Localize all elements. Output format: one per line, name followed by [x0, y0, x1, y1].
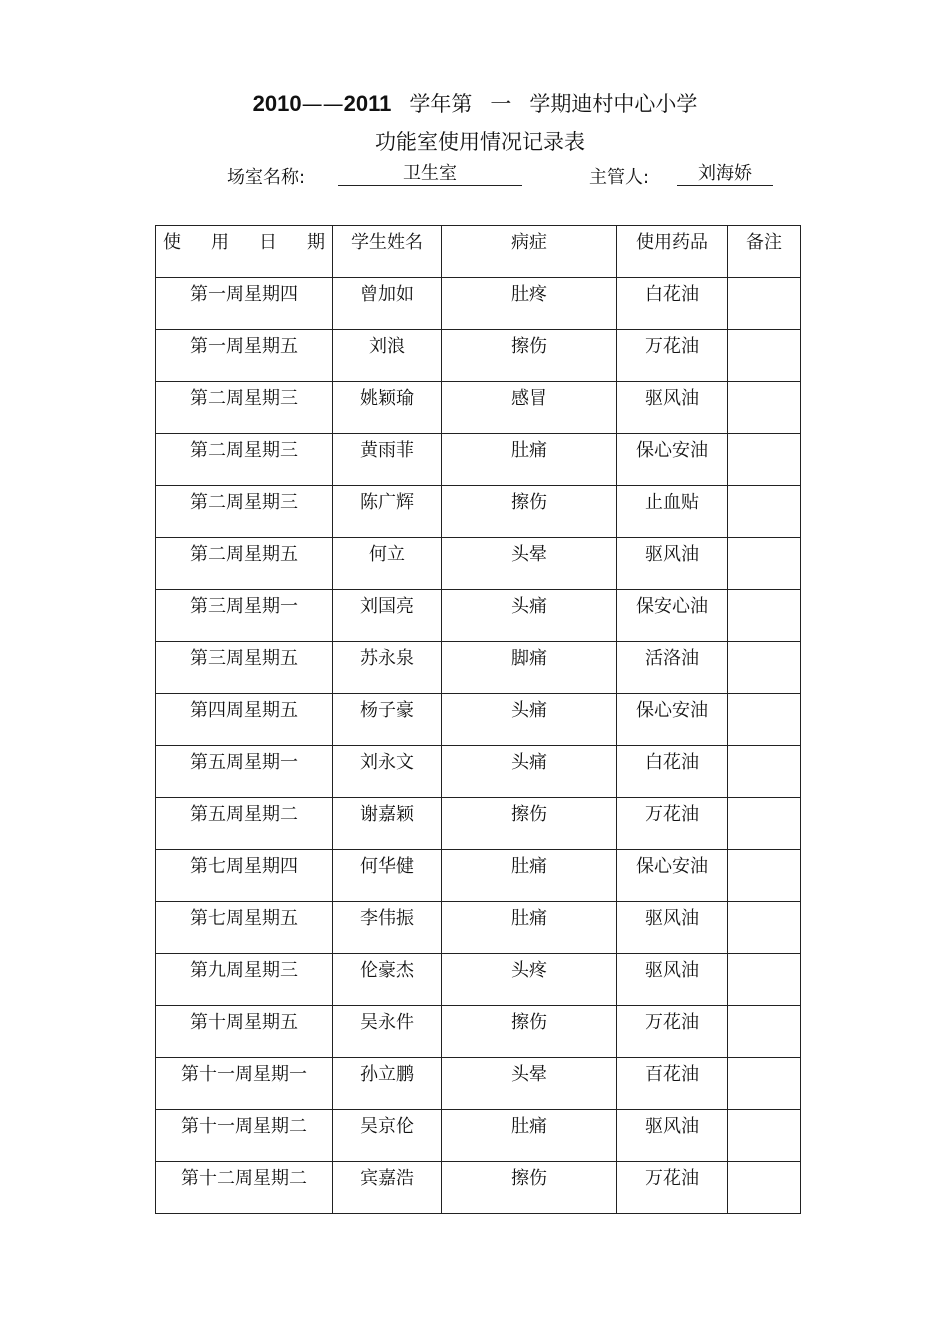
- cell-medicine: 驱风油: [617, 954, 728, 1006]
- cell-student-name: 李伟振: [333, 902, 442, 954]
- cell-student-name: 吴永件: [333, 1006, 442, 1058]
- cell-date: 第九周星期三: [156, 954, 333, 1006]
- table-row: [156, 746, 801, 798]
- cell-date: 第七周星期五: [156, 902, 333, 954]
- table-row: [156, 642, 801, 694]
- cell-student-name: 何华健: [333, 850, 442, 902]
- cell-student-name: 刘永文: [333, 746, 442, 798]
- cell-student-name: 伦豪杰: [333, 954, 442, 1006]
- manager-value: 刘海娇: [677, 163, 773, 186]
- table-row: [156, 1058, 801, 1110]
- cell-symptom: 肚痛: [442, 850, 617, 902]
- cell-medicine: 止血贴: [617, 486, 728, 538]
- cell-date: 第五周星期二: [156, 798, 333, 850]
- table-row: [156, 902, 801, 954]
- cell-remarks: [728, 486, 801, 538]
- cell-symptom: 头痛: [442, 746, 617, 798]
- table-row: [156, 1162, 801, 1214]
- cell-remarks: [728, 1162, 801, 1214]
- table-row: [156, 486, 801, 538]
- page-title: [0, 88, 950, 118]
- cell-symptom: 擦伤: [442, 798, 617, 850]
- cell-date: 第十一周星期二: [156, 1110, 333, 1162]
- table-row: [156, 850, 801, 902]
- table-row: [156, 590, 801, 642]
- manager-field: [677, 163, 773, 186]
- cell-student-name: 吴京伦: [333, 1110, 442, 1162]
- table-header-row: [156, 226, 801, 278]
- cell-medicine: 保安心油: [617, 590, 728, 642]
- room-name-value: 卫生室: [338, 163, 522, 186]
- cell-symptom: 头晕: [442, 538, 617, 590]
- cell-medicine: 万花油: [617, 798, 728, 850]
- cell-remarks: [728, 434, 801, 486]
- table-row: [156, 798, 801, 850]
- cell-date: 第二周星期三: [156, 486, 333, 538]
- cell-remarks: [728, 1110, 801, 1162]
- cell-date: 第三周星期五: [156, 642, 333, 694]
- cell-student-name: 姚颖瑜: [333, 382, 442, 434]
- cell-remarks: [728, 902, 801, 954]
- cell-date: 第四周星期五: [156, 694, 333, 746]
- cell-medicine: 万花油: [617, 1006, 728, 1058]
- table-row: [156, 1006, 801, 1058]
- room-name-label: 场室名称:: [227, 167, 306, 188]
- cell-remarks: [728, 278, 801, 330]
- cell-date: 第十周星期五: [156, 1006, 333, 1058]
- cell-student-name: 孙立鹏: [333, 1058, 442, 1110]
- header-symptom: 病症: [442, 226, 617, 278]
- cell-medicine: 白花油: [617, 278, 728, 330]
- cell-symptom: 脚痛: [442, 642, 617, 694]
- cell-student-name: 谢嘉颖: [333, 798, 442, 850]
- cell-medicine: 驱风油: [617, 902, 728, 954]
- cell-student-name: 宾嘉浩: [333, 1162, 442, 1214]
- cell-symptom: 头疼: [442, 954, 617, 1006]
- cell-remarks: [728, 1058, 801, 1110]
- cell-student-name: 苏永泉: [333, 642, 442, 694]
- cell-remarks: [728, 798, 801, 850]
- cell-date: 第十一周星期一: [156, 1058, 333, 1110]
- cell-date: 第二周星期五: [156, 538, 333, 590]
- manager-label: 主管人:: [589, 167, 650, 188]
- title-suffix: 学期迪村中心小学: [529, 92, 698, 116]
- title-term: 一: [490, 92, 512, 116]
- cell-symptom: 头晕: [442, 1058, 617, 1110]
- cell-remarks: [728, 642, 801, 694]
- cell-medicine: 保心安油: [617, 850, 728, 902]
- cell-medicine: 保心安油: [617, 434, 728, 486]
- cell-remarks: [728, 590, 801, 642]
- table-row: [156, 538, 801, 590]
- cell-student-name: 刘国亮: [333, 590, 442, 642]
- cell-medicine: 百花油: [617, 1058, 728, 1110]
- cell-student-name: 曾加如: [333, 278, 442, 330]
- usage-record-table: [155, 225, 801, 1214]
- cell-medicine: 保心安油: [617, 694, 728, 746]
- cell-medicine: 白花油: [617, 746, 728, 798]
- cell-date: 第一周星期四: [156, 278, 333, 330]
- cell-remarks: [728, 382, 801, 434]
- cell-medicine: 驱风油: [617, 382, 728, 434]
- cell-symptom: 擦伤: [442, 1006, 617, 1058]
- cell-symptom: 头痛: [442, 694, 617, 746]
- header-medicine: 使用药品: [617, 226, 728, 278]
- cell-date: 第十二周星期二: [156, 1162, 333, 1214]
- header-date: 使 用 日 期: [156, 226, 333, 278]
- cell-symptom: 肚痛: [442, 434, 617, 486]
- cell-date: 第五周星期一: [156, 746, 333, 798]
- cell-medicine: 活洛油: [617, 642, 728, 694]
- cell-medicine: 驱风油: [617, 1110, 728, 1162]
- cell-symptom: 肚痛: [442, 1110, 617, 1162]
- cell-student-name: 黄雨菲: [333, 434, 442, 486]
- cell-medicine: 万花油: [617, 1162, 728, 1214]
- cell-remarks: [728, 694, 801, 746]
- cell-remarks: [728, 746, 801, 798]
- cell-medicine: 万花油: [617, 330, 728, 382]
- table-row: [156, 278, 801, 330]
- cell-date: 第三周星期一: [156, 590, 333, 642]
- table-row: [156, 434, 801, 486]
- table-row: [156, 330, 801, 382]
- table-row: [156, 1110, 801, 1162]
- room-name-field: [338, 163, 522, 186]
- cell-student-name: 刘浪: [333, 330, 442, 382]
- header-student-name: 学生姓名: [333, 226, 442, 278]
- cell-symptom: 擦伤: [442, 486, 617, 538]
- cell-date: 第二周星期三: [156, 382, 333, 434]
- cell-symptom: 感冒: [442, 382, 617, 434]
- title-year-start: 2010: [252, 91, 302, 116]
- cell-remarks: [728, 954, 801, 1006]
- cell-remarks: [728, 850, 801, 902]
- cell-remarks: [728, 538, 801, 590]
- cell-remarks: [728, 330, 801, 382]
- page-subtitle: 功能室使用情况记录表: [375, 130, 585, 154]
- cell-symptom: 擦伤: [442, 330, 617, 382]
- cell-date: 第七周星期四: [156, 850, 333, 902]
- table-row: [156, 382, 801, 434]
- title-year-end: 2011: [343, 91, 392, 116]
- cell-student-name: 何立: [333, 538, 442, 590]
- cell-symptom: 肚疼: [442, 278, 617, 330]
- title-middle: 学年第: [409, 92, 473, 116]
- table-row: [156, 954, 801, 1006]
- cell-student-name: 陈广辉: [333, 486, 442, 538]
- cell-symptom: 擦伤: [442, 1162, 617, 1214]
- cell-student-name: 杨子豪: [333, 694, 442, 746]
- cell-symptom: 肚痛: [442, 902, 617, 954]
- title-dash: ——: [301, 92, 344, 116]
- table-row: [156, 694, 801, 746]
- cell-date: 第一周星期五: [156, 330, 333, 382]
- header-remarks: 备注: [728, 226, 801, 278]
- cell-symptom: 头痛: [442, 590, 617, 642]
- cell-remarks: [728, 1006, 801, 1058]
- cell-date: 第二周星期三: [156, 434, 333, 486]
- cell-medicine: 驱风油: [617, 538, 728, 590]
